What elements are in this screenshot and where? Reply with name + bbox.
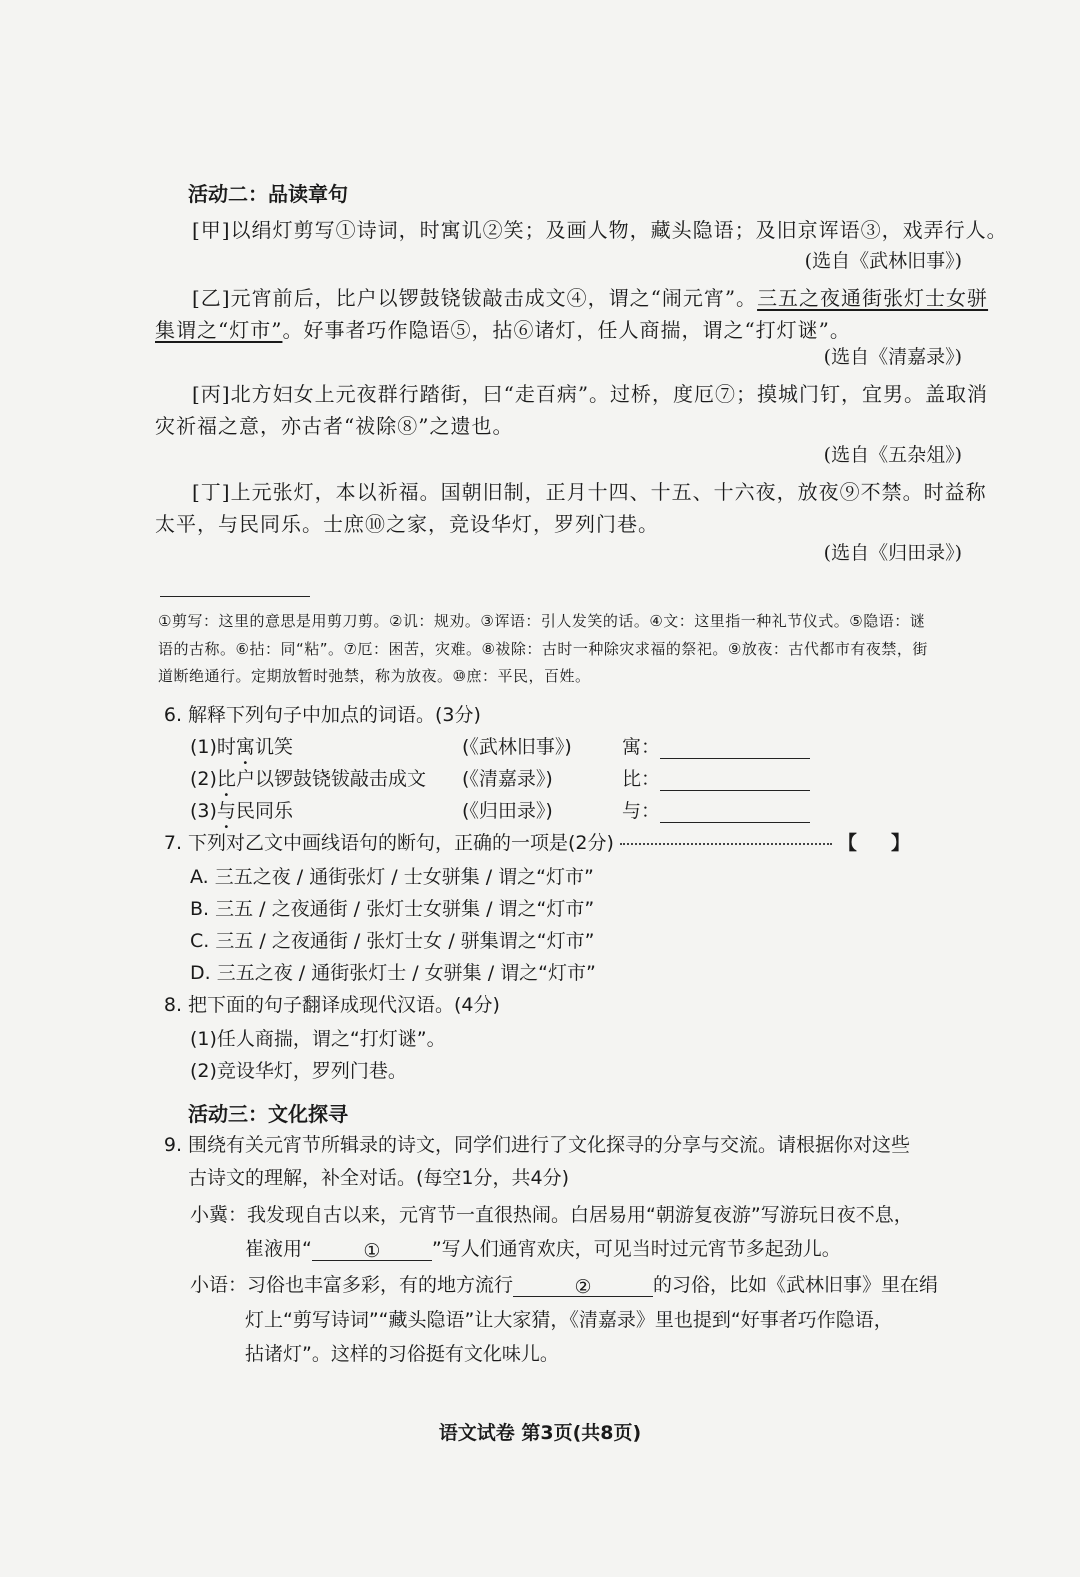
- passage-yi-underlined-a: 三五之夜通街张灯士女骈: [757, 286, 989, 310]
- q6-item-1-label: 寓：: [622, 736, 661, 758]
- q6-item-2-dotted: 比: [216, 768, 236, 790]
- page-footer: 语文试卷 第3页(共8页): [438, 1422, 642, 1444]
- q9-blank-1-marker: ①: [363, 1240, 381, 1262]
- q6-item-1-post: 讥笑: [254, 736, 293, 758]
- passage-ding-line1: [丁]上元张灯，本以祈福。国朝旧制，正月十四、十五、十六夜，放夜⑨不禁。时益称: [192, 480, 987, 504]
- footnote-line2: 语的古称。⑥拈：同“粘”。⑦厄：困苦，灾难。⑧祓除：古时一种除灾求福的祭祀。⑨放夜：古代都市有夜禁，街: [158, 640, 928, 658]
- q8-item-2: (2)竞设华灯，罗列门巷。: [190, 1060, 407, 1082]
- q9-xiaoyu-line1: [190, 1270, 938, 1297]
- q7-option-d[interactable]: D. 三五之夜 / 通街张灯士 / 女骈集 / 谓之“灯市”: [190, 962, 596, 984]
- q8-stem-text: 把下面的句子翻译成现代汉语。(4分): [188, 994, 500, 1016]
- q6-item-2-label: 比：: [622, 768, 661, 790]
- q9-xiaoji-line2: [245, 1234, 841, 1261]
- q6-item-1-pre: (1)时: [190, 736, 236, 758]
- q6-answer-blank-2[interactable]: [660, 770, 810, 791]
- footnote-line3: 道断绝通行。定期放暂时弛禁，称为放夜。⑩庶：平民，百姓。: [158, 667, 591, 685]
- q6-item-3-dotted: 与: [216, 800, 236, 822]
- q9-blank-2[interactable]: [513, 1276, 653, 1297]
- q7-stem: [158, 828, 910, 855]
- q6-item-2-answer: [622, 764, 810, 791]
- passage-yi-line2: [155, 314, 851, 343]
- passage-yi-text-a: [乙]元宵前后，比户以锣鼓铙钹敲击成文④，谓之“闹元宵”。: [192, 286, 758, 310]
- q9-stem-line1: [158, 1130, 910, 1157]
- q9-stem-line2: 古诗文的理解，补全对话。(每空1分，共4分): [188, 1167, 570, 1189]
- q6-stem: [158, 700, 481, 727]
- q7-option-b[interactable]: B. 三五 / 之夜通街 / 张灯士女骈集 / 谓之“灯市”: [190, 898, 595, 920]
- footnote-line1: ①剪写：这里的意思是用剪刀剪。②讥：规劝。③诨语：引人发笑的话。④文：这里指一种礼节仪式。⑤隐语：谜: [158, 612, 926, 630]
- passage-bing-line2: 灾祈福之意，亦古者“祓除⑧”之遗也。: [155, 414, 514, 438]
- q6-answer-blank-3[interactable]: [660, 802, 810, 823]
- passage-jia-source: (选自《武林旧事》): [804, 250, 962, 272]
- passage-bing-line1: [丙]北方妇女上元夜群行踏街，曰“走百病”。过桥，度厄⑦；摸城门钉，宜男。盖取消: [192, 382, 989, 406]
- q9-xiaoyu-text-b: 的习俗，比如《武林旧事》里在绢: [653, 1274, 939, 1296]
- q6-stem-text: 解释下列句子中加点的词语。(3分): [188, 704, 481, 726]
- q9-xiaoyu-text-a: 小语：习俗也丰富多彩，有的地方流行: [190, 1274, 514, 1296]
- q6-item-1-source: (《武林旧事》): [462, 736, 572, 758]
- q7-option-a[interactable]: A. 三五之夜 / 通街张灯 / 士女骈集 / 谓之“灯市”: [190, 866, 594, 888]
- q9-blank-2-marker: ②: [574, 1276, 592, 1298]
- q7-stem-text: 下列对乙文中画线语句的断句，正确的一项是(2分): [188, 832, 614, 854]
- q7-option-c[interactable]: C. 三五 / 之夜通街 / 张灯士女 / 骈集谓之“灯市”: [190, 930, 595, 952]
- q6-item-2-pre: (2): [190, 768, 217, 790]
- q6-answer-blank-1[interactable]: [660, 738, 810, 759]
- passage-yi-underlined-b: 集谓之“灯市”: [155, 318, 283, 342]
- q9-xiaoji-text-b: ”写人们通宵欢庆，可见当时过元宵节多起劲儿。: [431, 1238, 841, 1260]
- q9-xiaoji-text-a: 崔液用“: [245, 1238, 312, 1260]
- q9-stem-text1: 围绕有关元宵节所辑录的诗文，同学们进行了文化探寻的分享与交流。请根据你对这些: [188, 1134, 911, 1156]
- passage-ding-line2: 太平，与民同乐。士庶⑩之家，竞设华灯，罗列门巷。: [155, 512, 659, 536]
- q6-item-3-pre: (3): [190, 800, 217, 822]
- q6-item-2-post: 户以锣鼓铙钹敲击成文: [235, 768, 426, 790]
- q7-bracket-close: 】: [890, 832, 910, 854]
- q9-blank-1[interactable]: [312, 1240, 432, 1261]
- q7-bracket-open: 【: [837, 832, 857, 854]
- activity3-title: 活动三：文化探寻: [188, 1102, 348, 1126]
- q6-item-1-answer: [622, 732, 810, 759]
- q9-xiaoyu-line3: 拈诸灯”。这样的习俗挺有文化味儿。: [245, 1343, 559, 1365]
- q8-stem: [158, 990, 500, 1017]
- q6-item-1-dotted: 寓: [235, 736, 255, 758]
- q6-item-3-source: (《归田录》): [462, 800, 553, 822]
- passage-jia-line1: [甲]以绢灯剪写①诗词，时寓讥②笑；及画人物，藏头隐语；及旧京诨语③，戏弄行人。: [192, 218, 1008, 242]
- q6-item-3-label: 与：: [622, 800, 661, 822]
- q6-item-3-answer: [622, 796, 810, 823]
- q8-number: 8.: [163, 994, 183, 1016]
- passage-bing-source: (选自《五杂俎》): [823, 444, 962, 466]
- passage-yi-line1: [192, 282, 988, 311]
- q9-xiaoyu-line2: 灯上“剪写诗词”“藏头隐语”让大家猜，《清嘉录》里也提到“好事者巧作隐语，: [245, 1309, 893, 1331]
- passage-ding-source: (选自《归田录》): [823, 542, 962, 564]
- q6-item-3-post: 民同乐: [235, 800, 293, 822]
- passage-yi-source: (选自《清嘉录》): [823, 346, 962, 368]
- q7-leader-dots: [620, 843, 832, 845]
- activity2-title: 活动二：品读章句: [188, 182, 348, 206]
- q6-item-2-source: (《清嘉录》): [462, 768, 553, 790]
- q6-number: 6.: [163, 704, 183, 726]
- q8-item-1: (1)任人商揣，谓之“打灯谜”。: [190, 1028, 446, 1050]
- q7-number: 7.: [163, 832, 183, 854]
- q9-xiaoji-line1: 小冀：我发现自古以来，元宵节一直很热闹。白居易用“朝游复夜游”写游玩日夜不息，: [190, 1204, 913, 1226]
- q9-number: 9.: [163, 1134, 183, 1156]
- footnote-separator: [160, 596, 310, 597]
- passage-yi-text-b: 。好事者巧作隐语⑤，拈⑥诸灯，任人商揣，谓之“打灯谜”。: [282, 318, 851, 342]
